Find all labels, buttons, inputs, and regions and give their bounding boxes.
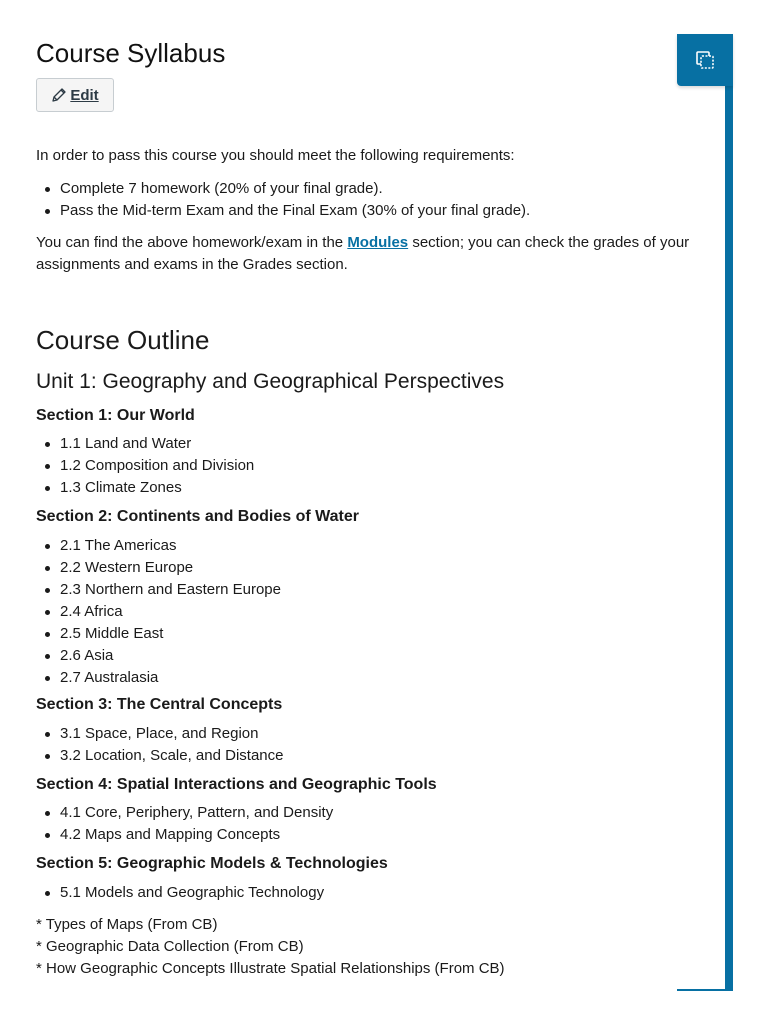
- list-item: 2.6 Asia: [36, 645, 281, 667]
- course-notes: [36, 914, 505, 980]
- find-homework-text: [36, 232, 716, 276]
- list-item: 2.7 Australasia: [36, 667, 281, 689]
- edit-button-label: Edit: [70, 86, 99, 104]
- course-outline-title: Course Outline: [36, 325, 210, 355]
- section-title: Section 5: Geographic Models & Technologies: [36, 855, 388, 872]
- find-text-after: section; you can check the grades of your assignments and exams in the Grades section.: [36, 234, 690, 273]
- list-item: 2.1 The Americas: [36, 535, 281, 557]
- list-item: 2.4 Africa: [36, 601, 281, 623]
- section-items: [36, 882, 324, 904]
- section-items: [36, 802, 333, 846]
- copy-icon: [694, 49, 716, 71]
- list-item: Complete 7 homework (20% of your final grade).: [36, 178, 530, 200]
- side-tray-rail: [725, 34, 733, 990]
- section-title: Section 2: Continents and Bodies of Water: [36, 508, 359, 525]
- list-item: 1.1 Land and Water: [36, 433, 254, 455]
- page-title: Course Syllabus: [36, 38, 226, 68]
- requirements-list: [36, 178, 530, 222]
- section-title: Section 4: Spatial Interactions and Geographic Tools: [36, 776, 437, 793]
- note-line: * How Geographic Concepts Illustrate Spatial Relationships (From CB): [36, 960, 505, 977]
- section-items: [36, 433, 254, 499]
- requirements-intro: In order to pass this course you should meet the following requirements:: [36, 147, 515, 164]
- list-item: 2.5 Middle East: [36, 623, 281, 645]
- list-item: 3.2 Location, Scale, and Distance: [36, 745, 283, 767]
- list-item: 4.1 Core, Periphery, Pattern, and Density: [36, 802, 333, 824]
- list-item: 1.2 Composition and Division: [36, 455, 254, 477]
- section-title: Section 1: Our World: [36, 407, 195, 424]
- pencil-icon: [51, 87, 67, 103]
- side-tray-foot: [677, 989, 733, 991]
- list-item: Pass the Mid-term Exam and the Final Exam (30% of your final grade).: [36, 200, 530, 222]
- list-item: 5.1 Models and Geographic Technology: [36, 882, 324, 904]
- modules-link[interactable]: Modules: [347, 234, 409, 251]
- list-item: 2.3 Northern and Eastern Europe: [36, 579, 281, 601]
- find-text-before: You can find the above homework/exam in the: [36, 234, 348, 251]
- list-item: 1.3 Climate Zones: [36, 477, 254, 499]
- list-item: 3.1 Space, Place, and Region: [36, 723, 283, 745]
- section-title: Section 3: The Central Concepts: [36, 696, 283, 713]
- section-items: [36, 723, 283, 767]
- section-items: [36, 535, 281, 689]
- list-item: 2.2 Western Europe: [36, 557, 281, 579]
- list-item: 4.2 Maps and Mapping Concepts: [36, 824, 333, 846]
- note-line: * Types of Maps (From CB): [36, 916, 218, 933]
- note-line: * Geographic Data Collection (From CB): [36, 938, 304, 955]
- unit-title: Unit 1: Geography and Geographical Perspectives: [36, 370, 505, 393]
- edit-button[interactable]: [36, 78, 114, 112]
- tray-toggle-button[interactable]: [677, 34, 733, 86]
